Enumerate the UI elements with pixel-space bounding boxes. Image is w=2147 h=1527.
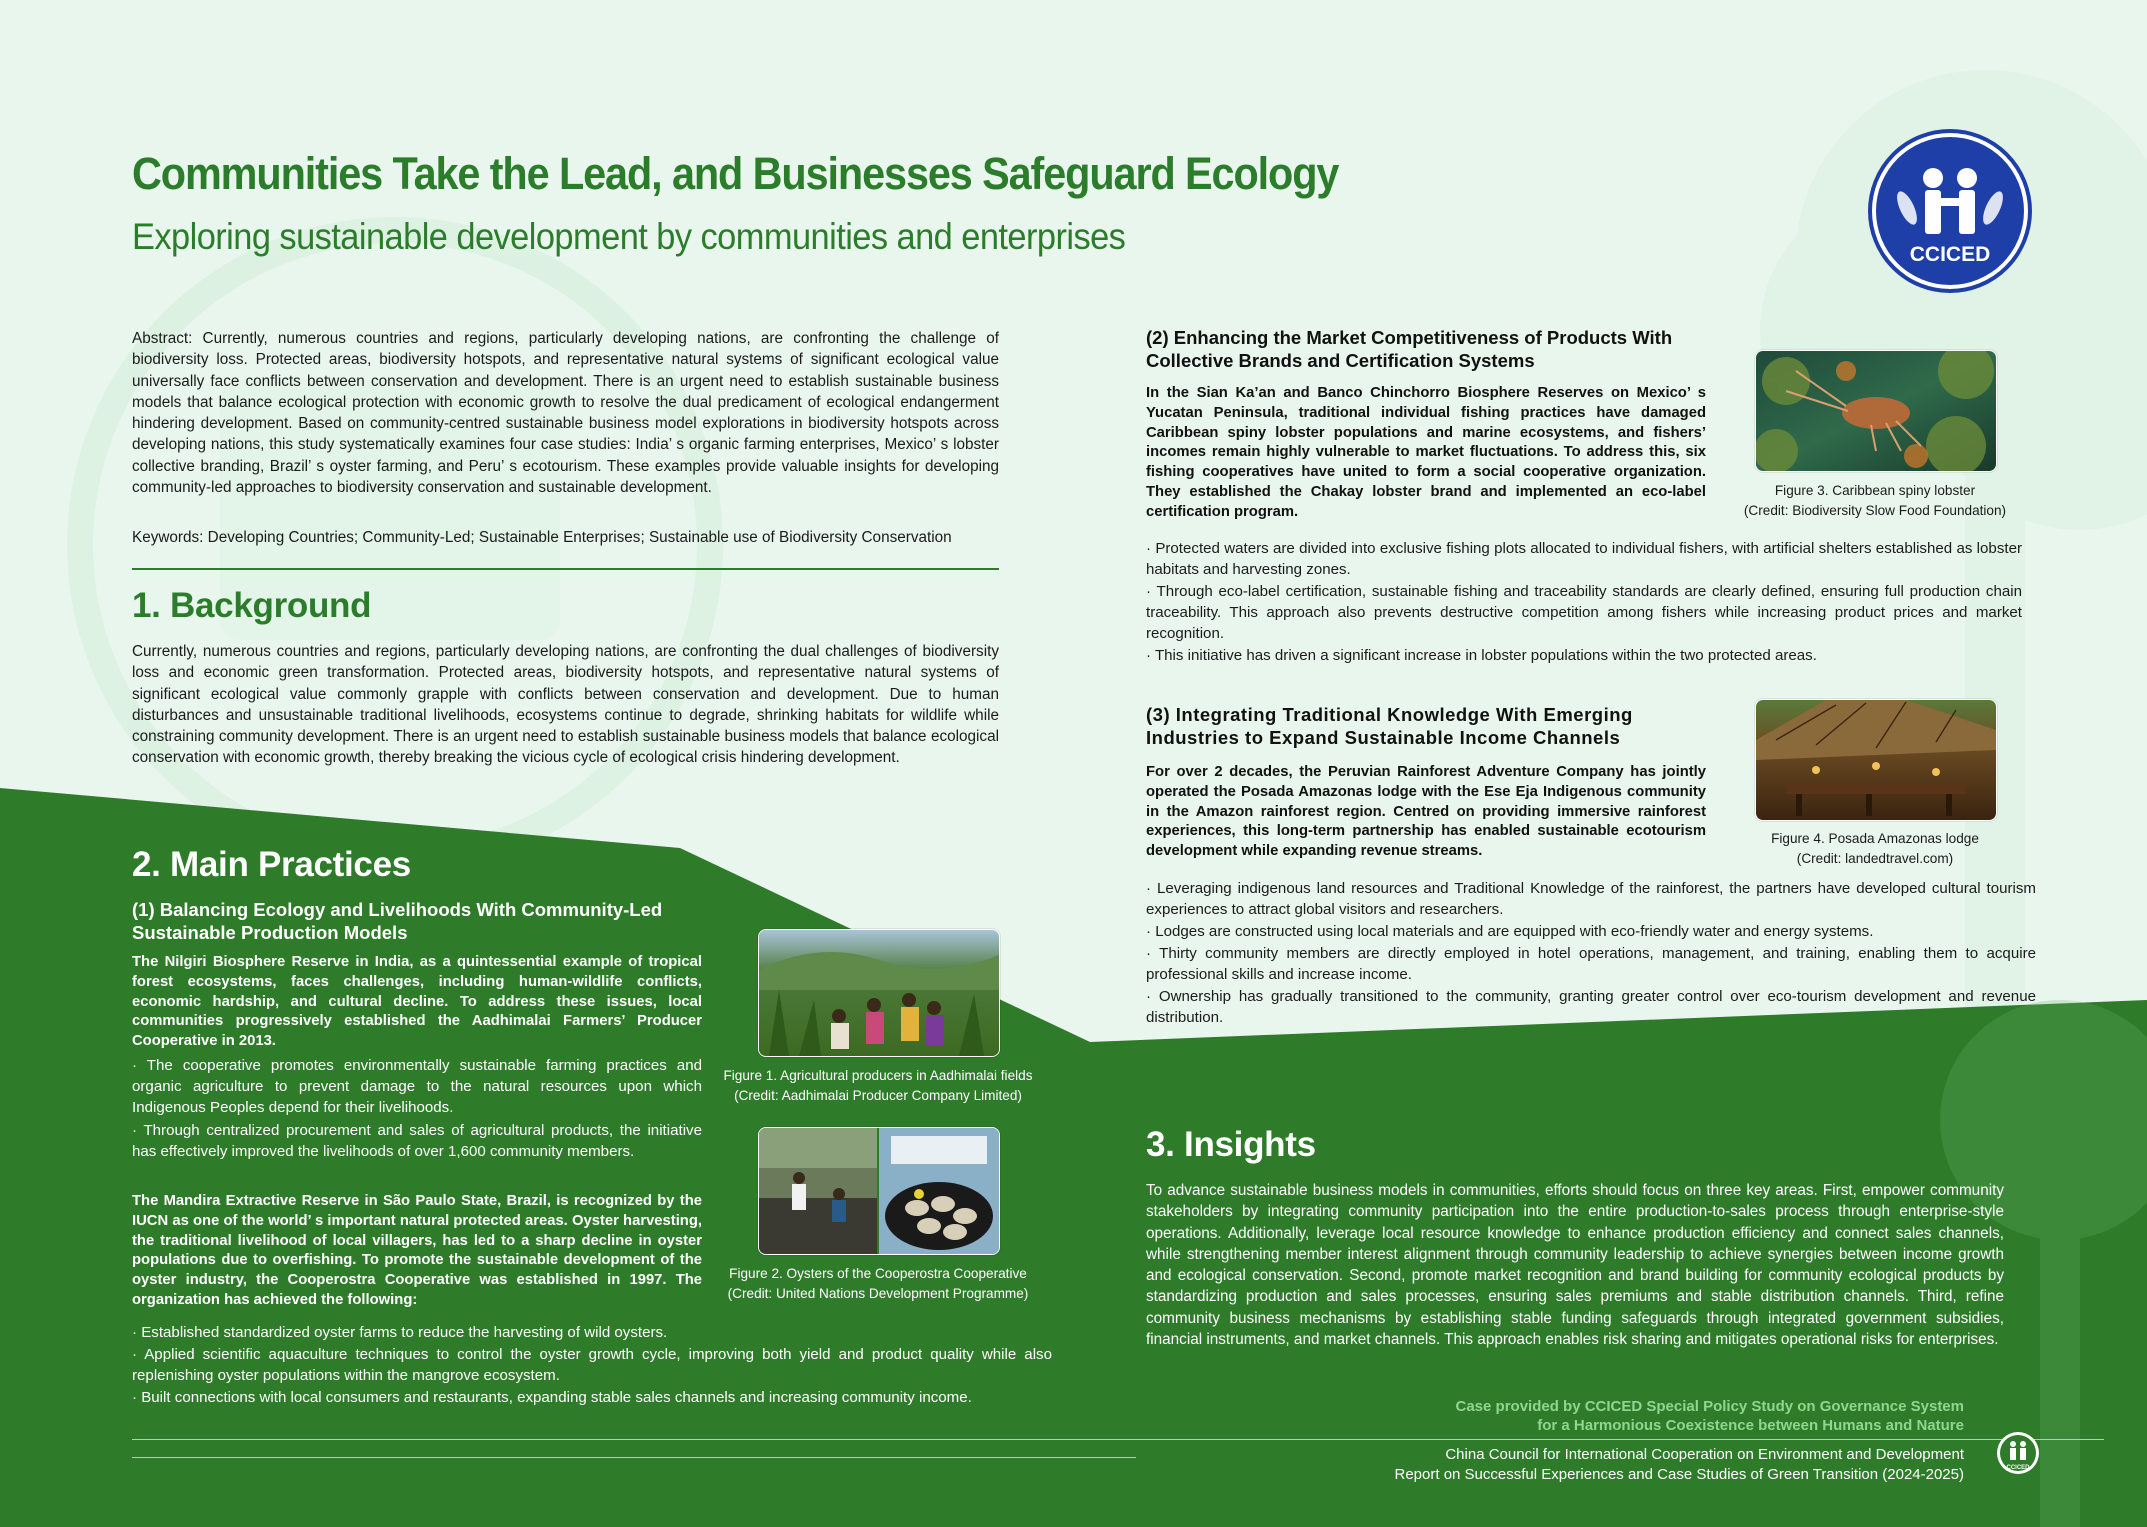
section-divider: [132, 568, 999, 570]
list-item: · Applied scientific aquaculture techniques to control the oyster growth cycle, improving both yield and product quality while also replenishing oyster populations within the mangrove ecosystem.: [132, 1346, 1052, 1385]
list-item: · Ownership has gradually transitioned to the community, granting greater control over eco-tourism development and revenue distribution.: [1146, 988, 2036, 1027]
practice-3-bullets: [1146, 879, 2036, 1031]
figure-2-caption: Figure 2. Oysters of the Cooperostra Cooperative (Credit: United Nations Development Programme): [727, 1266, 1029, 1301]
svg-text:CCICED: CCICED: [2006, 1465, 2030, 1471]
case-credit: Case provided by CCICED Special Policy Study on Governance System for a Harmonious Coexistence between Humans and Nature: [1455, 1398, 1964, 1434]
practice-2-heading: (2) Enhancing the Market Competitiveness of Products With Collective Brands and Certification Systems: [1146, 327, 1673, 371]
figure-3-image: [1755, 350, 1997, 472]
footer-logo: [1995, 1430, 2041, 1476]
figure-1-caption: Figure 1. Agricultural producers in Aadhimalai fields (Credit: Aadhimalai Producer Company Limited): [723, 1068, 1033, 1103]
practice-1-lead-2: The Mandira Extractive Reserve in São Paulo State, Brazil, is recognized by the IUCN as one of the world’ s important natural protected areas. Oyster harvesting, the traditional livelihood of local villagers, has led to a sharp decline in oyster populations due to overfishing. To promote the sustainable development of the oyster industry, the Cooperostra Cooperative was established in 1997. The organization has achieved the following:: [132, 1193, 702, 1308]
list-item: · Protected waters are divided into exclusive fishing plots allocated to individual fishers, with artificial shelters established as lobster habitats and harvesting zones.: [1146, 540, 2022, 578]
page-subtitle: Exploring sustainable development by communities and enterprises: [132, 216, 1126, 257]
background-heading: 1. Background: [132, 586, 372, 625]
list-item: · The cooperative promotes environmentally sustainable farming practices and organic agriculture to prevent damage to the natural resources upon which Indigenous Peoples depend for their livelihoods.: [132, 1057, 702, 1116]
practice-1-bullets-2: [132, 1323, 1052, 1411]
logo-emblem-icon: [1867, 128, 2033, 294]
list-item: · This initiative has driven a significant increase in lobster populations within the two protected areas.: [1146, 646, 1817, 664]
insights-text: To advance sustainable business models in communities, efforts should focus on three key areas. First, empower community stakeholders by integrating community participation into the entire production-to-sales process through enterprise-style operations. Additionally, leverage local resource knowledge to enhance production efficiency and connect sales channels, while strengthening member interest alignment through community leadership to achieve synergies between income growth and ecological conservation. Second, promote market recognition and brand building for community ecological products by standardizing production and sales processes, ensuring sales premiums and stable distribution channels. Third, refine community business mechanisms by establishing stable funding safeguards through integrated government subsidies, financial instruments, and market channels. This approach enables risk sharing and mitigates operational risks for enterprises.: [1146, 1182, 2004, 1349]
list-item: · Through centralized procurement and sales of agricultural products, the initiative has effectively improved the livelihoods of over 1,600 community members.: [132, 1122, 702, 1161]
insights-heading: 3. Insights: [1146, 1125, 1316, 1164]
footer-divider-2: [132, 1457, 1136, 1458]
practice-3-heading: (3) Integrating Traditional Knowledge With Emerging Industries to Expand Sustainable Income Channels: [1146, 704, 1633, 748]
footer-divider: [132, 1439, 2104, 1440]
list-item: · Built connections with local consumers and restaurants, expanding stable sales channels and increasing community income.: [132, 1389, 972, 1407]
figure-4-image: [1755, 699, 1997, 821]
cciced-logo: [1867, 128, 2033, 294]
abstract-text: Abstract: Currently, numerous countries and regions, particularly developing nations, are confronting the challenge of biodiversity loss. Protected areas, biodiversity hotspots, and representative natural systems of significant ecological value universally face conflicts between conservation and development. There is an urgent need to establish sustainable business models that balance ecological protection with economic growth to resolve the dual predicament of ecological endangerment hindering development. Based on community-centred sustainable business model explorations in biodiversity hotspots across developing nations, this study systematically examines four case studies: India’ s organic farming enterprises, Mexico’ s lobster collective branding, Brazil’ s oyster farming, and Peru’ s ecotourism. These examples provide valuable insights for developing community-led approaches to biodiversity conservation and sustainable development.: [132, 330, 999, 497]
list-item: · Through eco-label certification, sustainable fishing and traceability standards are clearly defined, ensuring full production chain traceability. This approach also prevents destructive competition among fishers while increasing product prices and market recognition.: [1146, 583, 2022, 642]
list-item: · Lodges are constructed using local materials and are equipped with eco-friendly water and energy systems.: [1146, 923, 1874, 941]
figure-4-caption: Figure 4. Posada Amazonas lodge (Credit: landedtravel.com): [1771, 831, 1979, 866]
list-item: · Leveraging indigenous land resources and Traditional Knowledge of the rainforest, the partners have developed cultural tourism experiences to attract global visitors and researchers.: [1146, 880, 2036, 918]
list-item: · Established standardized oyster farms to reduce the harvesting of wild oysters.: [132, 1324, 668, 1341]
practice-3-lead: For over 2 decades, the Peruvian Rainforest Adventure Company has jointly operated the Posada Amazonas lodge with the Ese Eja Indigenous community in the Amazon rainforest region. Centred on providing immersive rainforest experiences, this long-term partnership has enabled sustainable ecotourism development while expanding revenue streams.: [1146, 764, 1706, 860]
background-text: Currently, numerous countries and regions, particularly developing nations, are confronting the dual challenges of biodiversity loss and economic green transformation. Protected areas, biodiversity hotspots, and representative natural systems of significant ecological value commonly grapple with conflicts between conservation and development. Due to human disturbances and unsustainable traditional livelihoods, ecosystems continue to degrade, shrinking habitats for wildlife while constraining community development. There is an urgent need to establish sustainable business models that balance ecological conservation with economic growth, thereby breaking the vicious cycle of ecological crisis hindering development.: [132, 643, 999, 767]
practices-heading: 2. Main Practices: [132, 845, 411, 884]
practice-1-bullets: [132, 1056, 702, 1164]
footer-text: China Council for International Cooperation on Environment and Development Report on Successful Experiences and Case Studies of Green Transition (2024-2025): [1394, 1446, 1964, 1483]
practice-1-heading: (1) Balancing Ecology and Livelihoods With Community-Led Sustainable Production Models: [132, 899, 663, 943]
footer-logo-icon: [1995, 1430, 2041, 1476]
figure-1-image: [758, 929, 1000, 1057]
practice-1-lead: The Nilgiri Biosphere Reserve in India, as a quintessential example of tropical forest ecosystems, faces challenges, including human-wildlife conflicts, economic hardship, and cultural decline. To address these issues, local communities progressively established the Aadhimalai Farmers’ Producer Cooperative in 2013.: [132, 954, 702, 1050]
practice-2-lead: In the Sian Ka’an and Banco Chinchorro Biosphere Reserves on Mexico’ s Yucatan Peninsula, traditional individual fishing practices have damaged Caribbean spiny lobster populations and marine ecosystems, and fishers’ incomes remain highly vulnerable to market fluctuations. To address this, six fishing cooperatives have united to form a social cooperative organization. They established the Chakay lobster brand and implemented an eco-label certification program.: [1146, 385, 1706, 520]
figure-3-caption: Figure 3. Caribbean spiny lobster (Credit: Biodiversity Slow Food Foundation): [1743, 483, 2007, 518]
practice-2-bullets: [1146, 539, 2022, 668]
figure-2-image: [758, 1127, 1000, 1255]
keywords: Keywords: Developing Countries; Community-Led; Sustainable Enterprises; Sustainable use of Biodiversity Conservation: [132, 529, 952, 546]
page-title: Communities Take the Lead, and Businesses Safeguard Ecology: [132, 148, 1339, 199]
list-item: · Thirty community members are directly employed in hotel operations, management, and training, enabling them to acquire professional skills and increase income.: [1146, 945, 2036, 984]
svg-text:CCICED: CCICED: [1909, 243, 1991, 266]
